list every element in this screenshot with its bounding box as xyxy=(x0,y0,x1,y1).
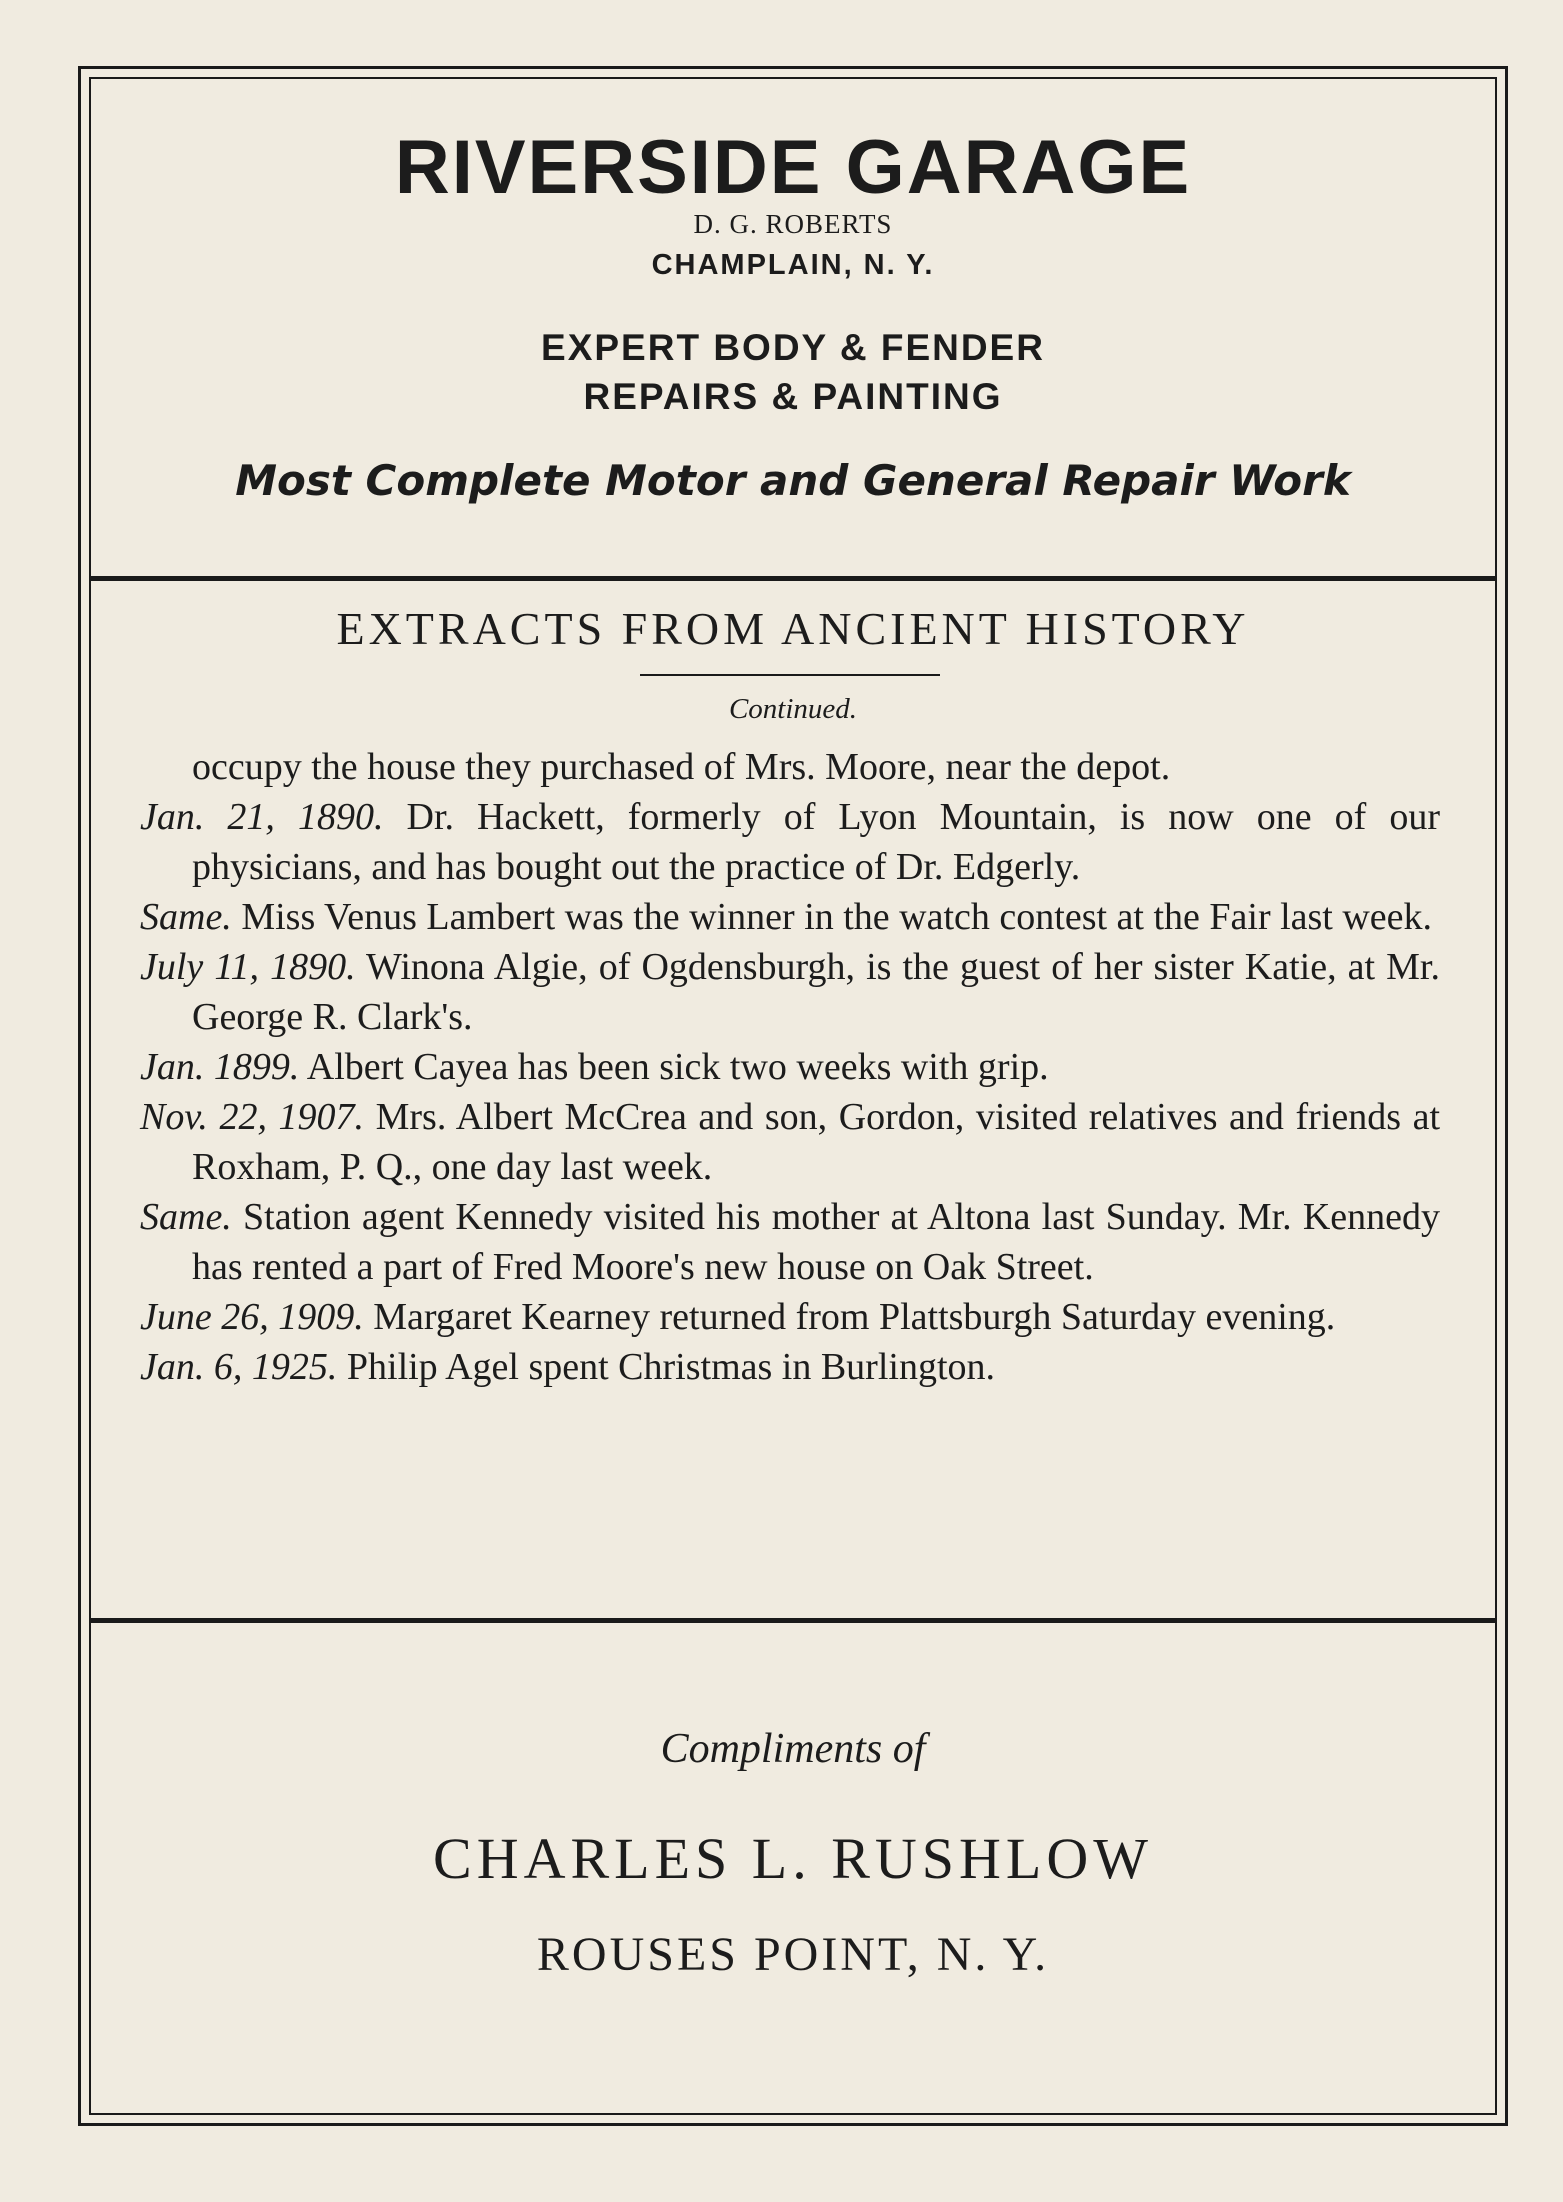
compliments-label: Compliments of xyxy=(660,1726,926,1772)
entry-date: Jan. 1899. xyxy=(140,1046,300,1088)
entry-text: Mrs. Albert McCrea and son, Gordon, visited relatives and friends at Roxham, P. Q., one day last week. xyxy=(192,1096,1440,1188)
entry-text: Margaret Kearney returned from Plattsburgh Saturday evening. xyxy=(373,1296,1336,1338)
entry-date: Same. xyxy=(140,896,232,938)
history-entry xyxy=(140,1342,1440,1392)
history-entry xyxy=(140,792,1440,892)
history-lead-in: occupy the house they purchased of Mrs. Moore, near the depot. xyxy=(192,746,1171,788)
entry-date: Jan. 21, 1890. xyxy=(140,796,384,838)
section-divider-top xyxy=(89,576,1497,581)
entry-text: Miss Venus Lambert was the winner in the watch contest at the Fair last week. xyxy=(241,896,1433,938)
garage-tagline: Most Complete Motor and General Repair Work xyxy=(235,456,1351,505)
section-divider-bottom xyxy=(89,1618,1497,1623)
entry-text: Station agent Kennedy visited his mother at Altona last Sunday. Mr. Kennedy has rented a part of Fred Moore's new house on Oak Street. xyxy=(192,1196,1440,1288)
history-entry xyxy=(140,1292,1440,1342)
history-entry xyxy=(140,1092,1440,1192)
continued-label: Continued. xyxy=(728,693,858,725)
entry-text: Philip Agel spent Christmas in Burlington. xyxy=(346,1346,996,1388)
history-entry xyxy=(140,1192,1440,1292)
entry-date: July 11, 1890. xyxy=(140,946,356,988)
garage-name: RIVERSIDE GARAGE xyxy=(394,125,1192,210)
history-entry xyxy=(140,1042,1440,1092)
entry-text: Albert Cayea has been sick two weeks with grip. xyxy=(306,1046,1049,1088)
history-title: EXTRACTS FROM ANCIENT HISTORY xyxy=(336,603,1250,654)
history-entry xyxy=(140,892,1440,942)
garage-location: CHAMPLAIN, N. Y. xyxy=(651,249,935,281)
history-entries xyxy=(140,742,1440,1392)
sponsor-location: ROUSES POINT, N. Y. xyxy=(536,1928,1050,1981)
entry-date: Nov. 22, 1907. xyxy=(140,1096,365,1138)
garage-service-line-2: REPAIRS & PAINTING xyxy=(583,376,1003,417)
garage-service-line-1: EXPERT BODY & FENDER xyxy=(541,327,1045,368)
entry-date: Same. xyxy=(140,1196,232,1238)
entry-date: June 26, 1909. xyxy=(140,1296,364,1338)
entry-text: Winona Algie, of Ogdensburgh, is the guest of her sister Katie, at Mr. George R. Clark's. xyxy=(192,946,1440,1038)
garage-proprietor: D. G. ROBERTS xyxy=(693,209,893,239)
entry-date: Jan. 6, 1925. xyxy=(140,1346,338,1388)
entry-text: Dr. Hackett, formerly of Lyon Mountain, is now one of our physicians, and has bought out the practice of Dr. Edgerly. xyxy=(192,796,1440,888)
history-entry xyxy=(140,942,1440,1042)
sponsor-name: CHARLES L. RUSHLOW xyxy=(433,1826,1153,1891)
title-underline xyxy=(640,674,940,676)
